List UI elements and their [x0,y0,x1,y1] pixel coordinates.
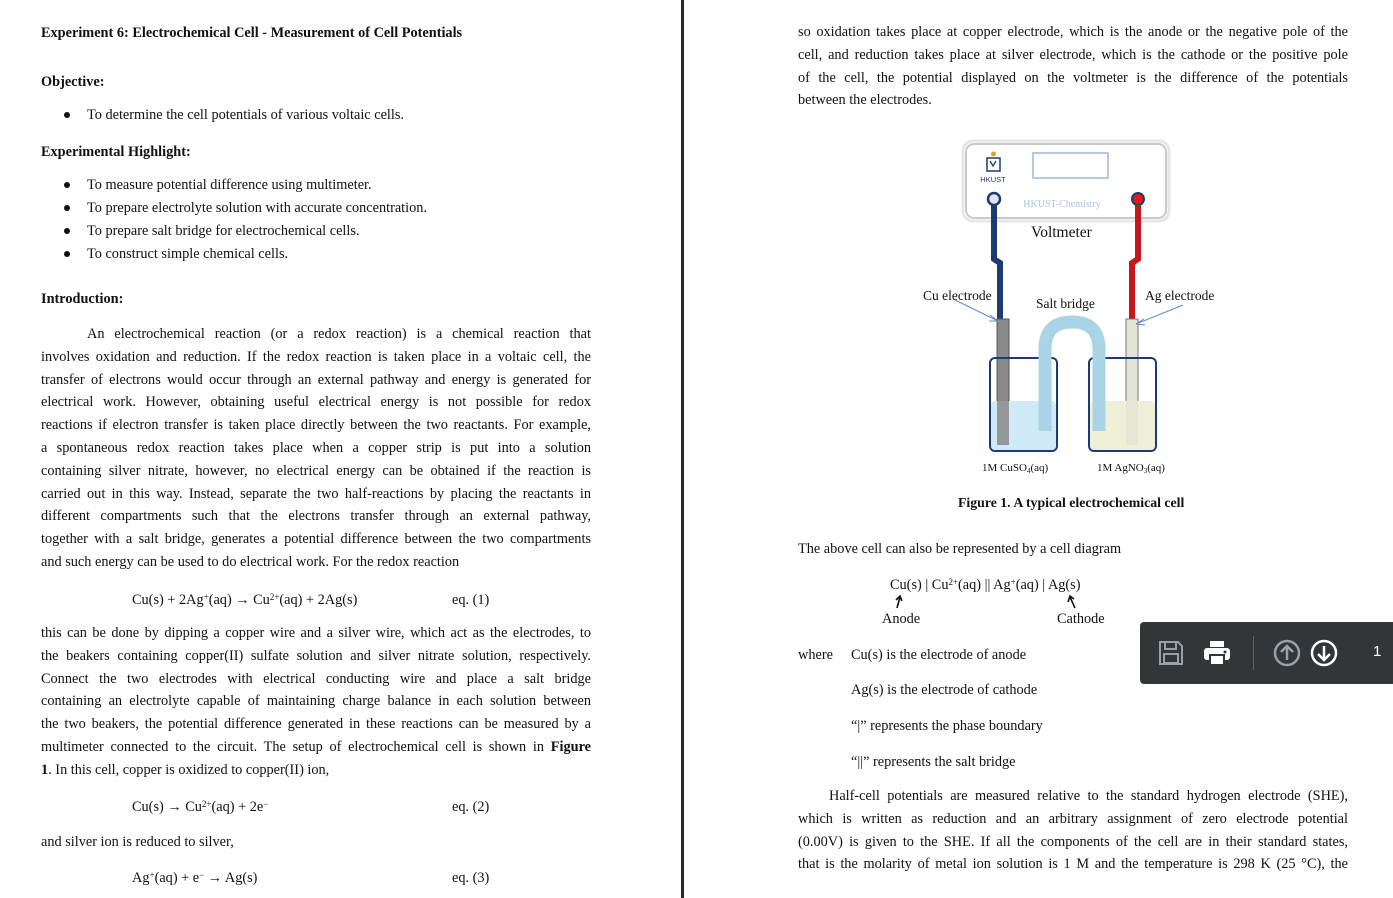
cuso4-label: 1M CuSO4(aq) [982,462,1049,475]
bullet-icon [64,112,70,118]
setup-line: the beakers containing copper(II) sulfate solution and silver nitrate solution, respectively. [41,647,591,664]
highlight-heading: Experimental Highlight: [41,144,191,160]
setup-line-with-ref [41,736,591,759]
silver-reduction-text: and silver ion is reduced to silver, [41,834,234,850]
objective-item: To determine the cell potentials of various voltaic cells. [87,107,405,123]
intro-line: containing silver nitrate, however, no electrical energy can be obtained if the reaction is [41,462,591,479]
highlight-item: To prepare salt bridge for electrochemical cells. [87,223,360,239]
intro-line: transfer of electrons would occur through an external pathway and energy is generated for [41,371,591,388]
intro-line: different compartments such that the electrons transfer through an external pathway, [41,508,591,525]
cathode-label: Cathode [1057,611,1105,627]
bullet-icon [64,228,70,234]
setup-paragraph [41,622,591,782]
voltmeter-display [1033,153,1108,178]
half-cell-line: which is written as reduction and an arbitrary assignment of zero electrode potential [798,810,1348,827]
setup-line: this can be done by dipping a copper wire and a silver wire, which act as the electrodes, to [41,625,591,641]
oxidation-line: of the cell, the potential displayed on the voltmeter is the difference of the potentials [798,69,1348,86]
setup-line: multimeter connected to the circuit. The setup of electrochemical cell is shown in [41,738,545,755]
oxidation-line: between the electrodes. [798,92,932,109]
oxidation-line: cell, and reduction takes place at silver electrode, which is the cathode or the positive pole [798,46,1348,63]
highlight-item: To measure potential difference using multimeter. [87,177,372,193]
intro-line: An electrochemical reaction (or a redox reaction) is a chemical reaction that [87,326,591,342]
bullet-icon [64,205,70,211]
intro-heading: Introduction: [41,291,124,307]
page-number: 1 [1373,643,1382,660]
negative-terminal [988,193,1000,205]
cathode-arrow-icon [1064,594,1080,610]
intro-line: carried out in this way. Instead, separate the two half-reactions by placing the reactants in [41,485,591,502]
equation-3-label: eq. (3) [452,870,490,886]
where-item: “||” represents the salt bridge [851,754,1016,770]
cell-diagram-intro: The above cell can also be represented by a cell diagram [798,541,1122,557]
left-page [0,0,681,898]
anode-label: Anode [882,611,921,627]
page-divider [681,0,684,898]
figure-caption: Figure 1. A typical electrochemical cell [958,495,1185,510]
equation-3: Ag+(aq) + e− → Ag(s) [132,870,258,886]
bullet-icon [64,251,70,257]
page-down-icon[interactable] [1309,638,1339,668]
document-title: Experiment 6: Electrochemical Cell - Measurement of Cell Potentials [41,25,463,41]
anode-arrow-icon [892,594,908,610]
intro-line: involves oxidation and reduction. If the redox reaction is taken place in a voltaic cell, the [41,348,591,365]
voltmeter-label: Voltmeter [1031,224,1092,241]
equation-2-label: eq. (2) [452,799,490,815]
equation-2: $Cu(s) \to Cu^{2+}(aq) + 2e^-$ [132,799,269,815]
oxidation-paragraph [798,21,1348,112]
half-cell-line: that is the molarity of metal ion solution is 1 M and the temperature is 298 K (25 °C), the [798,856,1348,873]
brand-text: HKUST-Chemistry [1023,199,1101,210]
setup-line-rest: . In this cell, copper is oxidized to copper(II) ion, [48,761,330,778]
positive-terminal [1132,193,1144,205]
salt-bridge-label: Salt bridge [1036,296,1095,311]
ag-electrode-label: Ag electrode [1145,288,1215,303]
logo-text: HKUST [980,175,1006,184]
figure-reference: Figure [550,738,592,755]
save-icon[interactable] [1156,638,1186,668]
setup-line: the two beakers, the potential difference generated in these reactions can be measured by a [41,716,591,733]
toolbar-separator [1253,636,1254,670]
intro-line: a spontaneous redox reaction takes place when a copper strip is put into a solution [41,439,591,456]
intro-line: electrical work. However, obtaining useful electrical energy is not possible for redox [41,394,591,411]
setup-line [41,759,591,782]
highlight-item: To prepare electrolyte solution with accurate concentration. [87,200,427,216]
half-cell-line: (0.00V) is given to the SHE. If all the components of the cell are in their standard states, [798,833,1348,850]
intro-line: and such energy can be used to do electrical work. For the redox reaction [41,553,460,570]
agno3-label: 1M AgNO3(aq) [1097,462,1165,475]
print-icon[interactable] [1202,638,1232,668]
half-cell-paragraph [798,785,1348,876]
where-label: where [798,647,833,663]
setup-line: containing an electrolyte capable of maintaining charge balance in each solution between [41,693,591,710]
oxidation-line: so oxidation takes place at copper electrode, which is the anode or the negative pole of the [798,24,1348,40]
intro-line: together with a salt bridge, generates a potential difference between the two compartments [41,531,591,548]
page-up-icon[interactable] [1272,638,1302,668]
highlight-item: To construct simple chemical cells. [87,246,289,262]
where-item: Ag(s) is the electrode of cathode [851,682,1038,698]
equation-1: $Cu(s) + 2Ag^+(aq) \to Cu^{2+}(aq) + 2Ag(s)$ [132,592,358,608]
ag-pointer-line [1136,305,1183,324]
cu-electrode-label: Cu electrode [923,288,992,303]
setup-line: Connect the two electrodes with electrical conducting wire and place a salt bridge [41,670,591,687]
pdf-toolbar [1140,622,1393,684]
where-item: “|” represents the phase boundary [851,718,1043,734]
where-item: Cu(s) is the electrode of anode [851,647,1027,663]
intro-line: reactions if electron transfer is taken place directly between the two reactants. For example, [41,417,591,434]
objective-heading: Objective: [41,74,105,90]
cell-diagram: Cu(s) | $Cu^{2+}(aq)$ || Ag+(aq) | Ag(s) [890,577,1081,593]
intro-paragraph [41,323,591,574]
half-cell-line: Half-cell potentials are measured relative to the standard hydrogen electrode (SHE), [829,788,1348,804]
figure-reference-number: 1 [41,761,49,778]
bullet-icon [64,182,70,188]
equation-1-label: eq. (1) [452,592,490,608]
